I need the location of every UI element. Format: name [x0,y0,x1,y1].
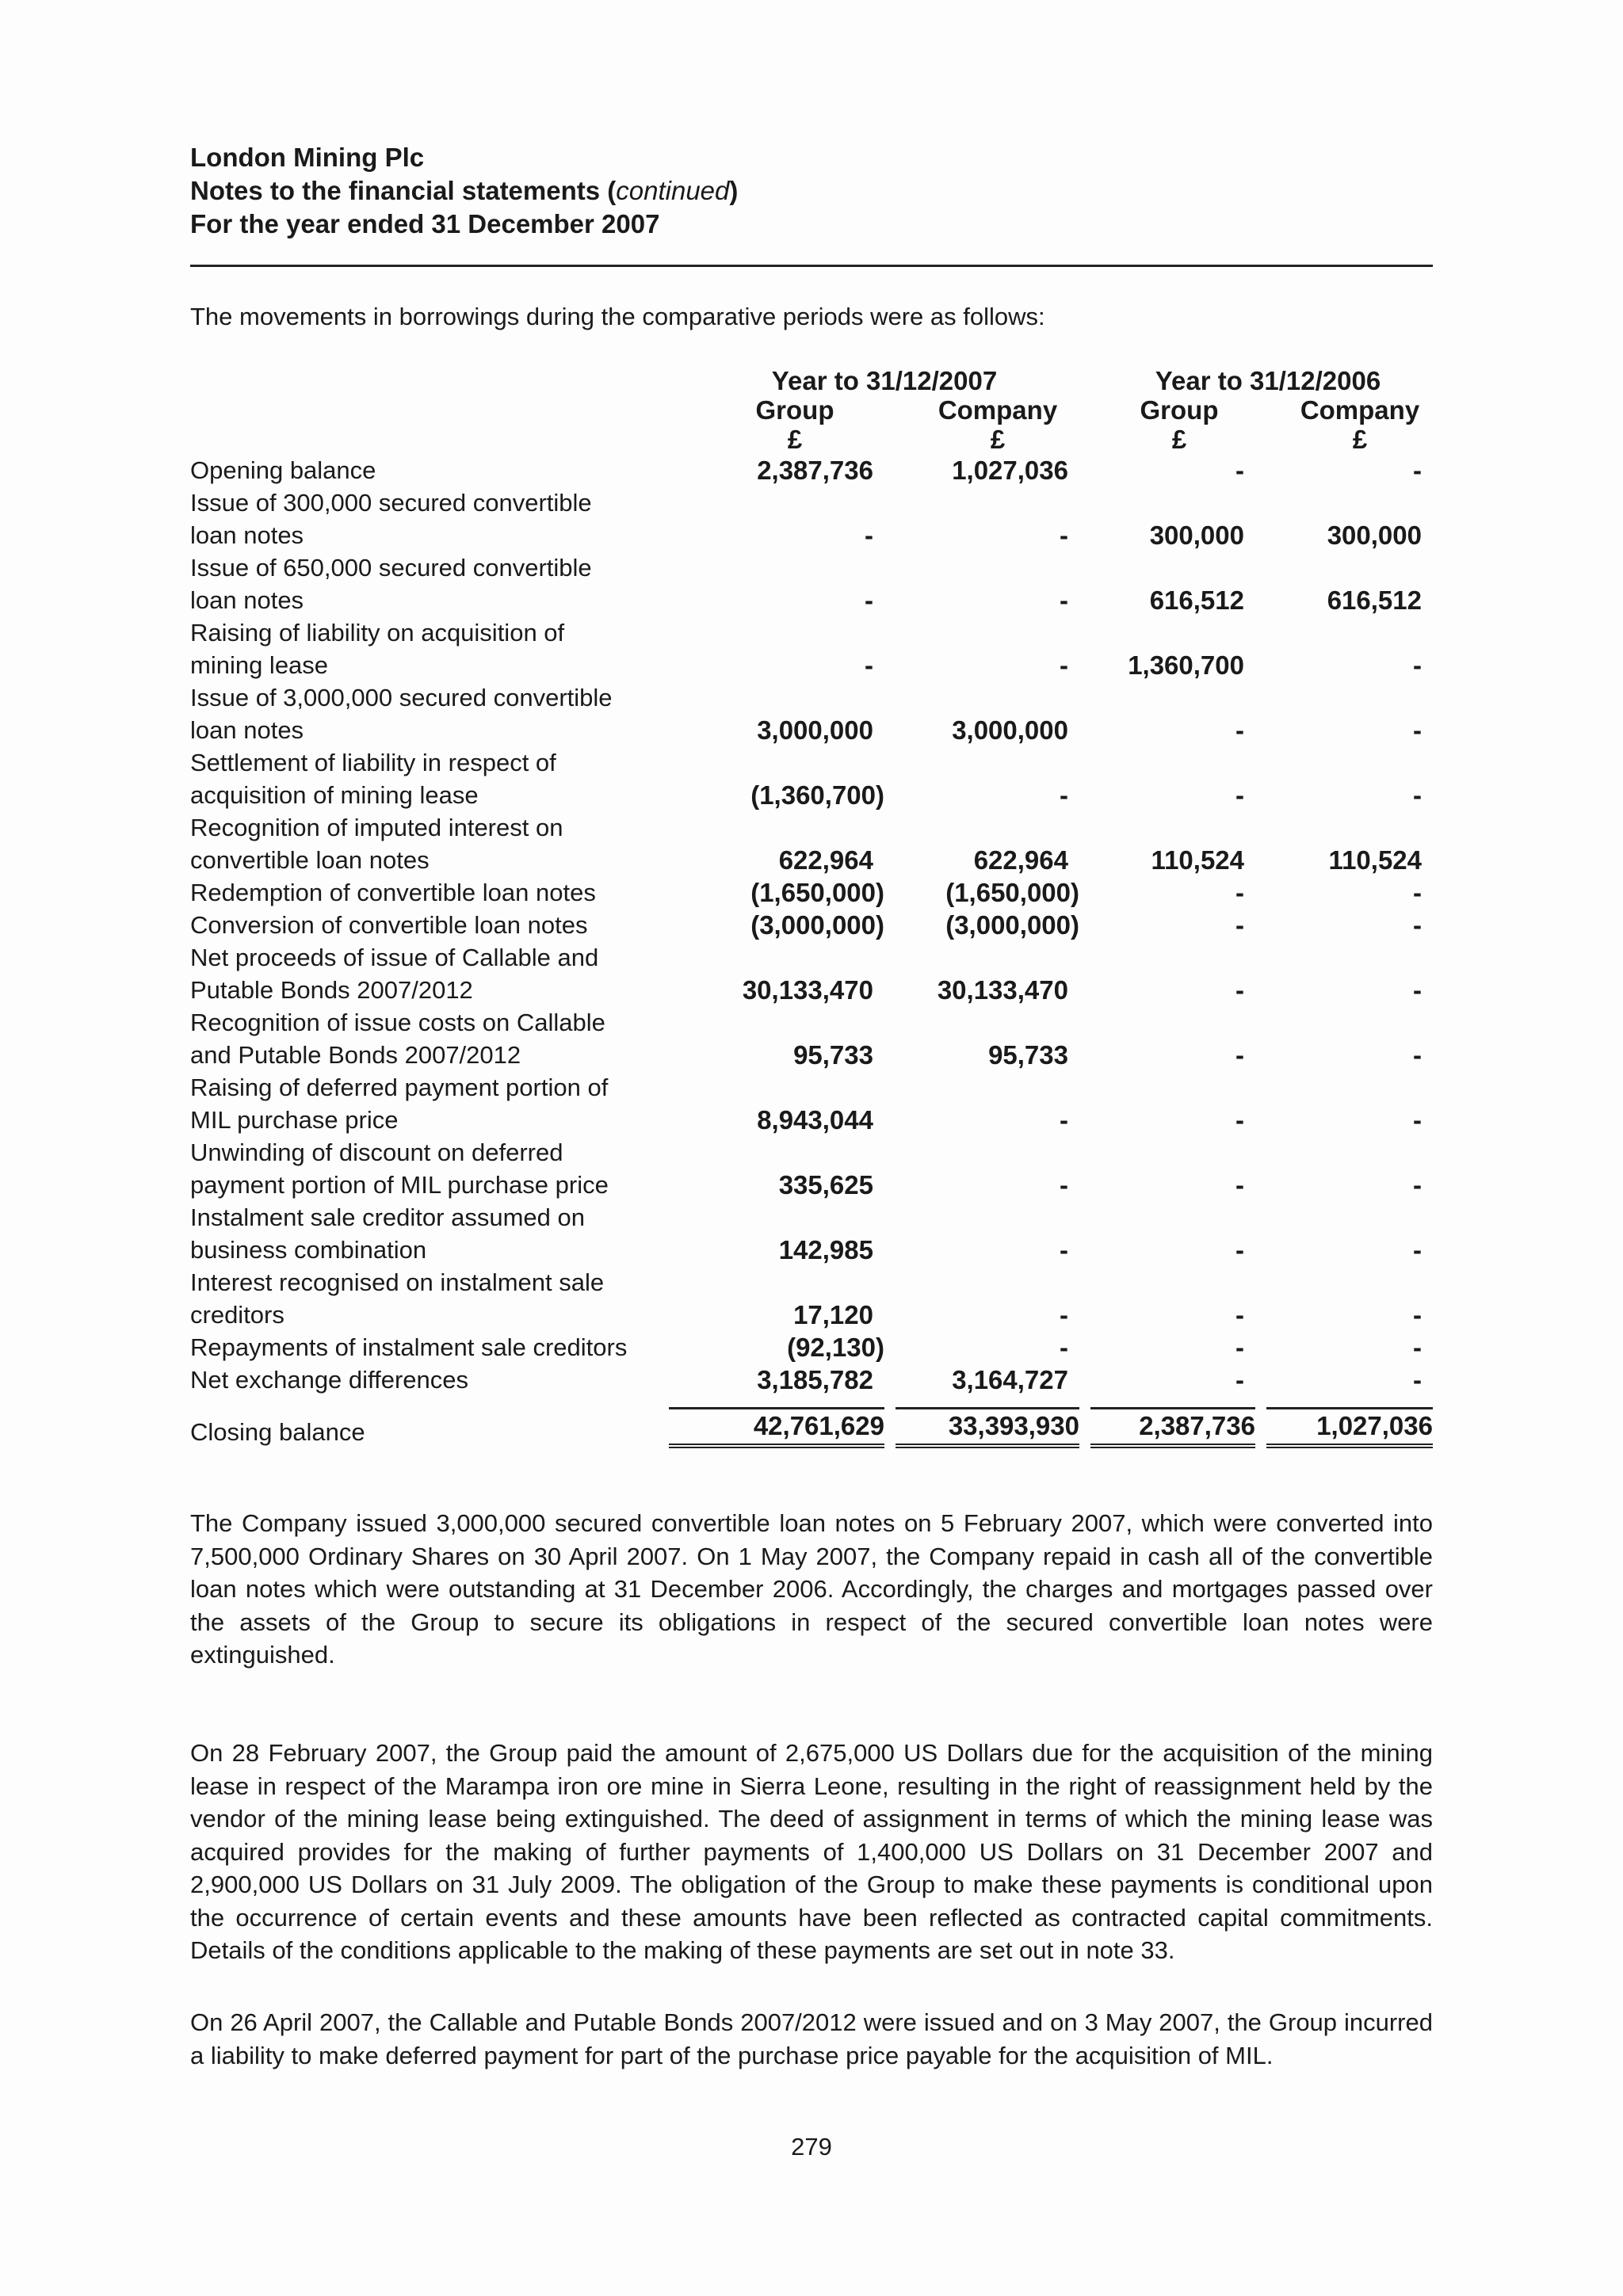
row-value [884,1136,1079,1201]
value-text: - [1060,1105,1068,1135]
row-value [1255,1396,1433,1448]
table-row [190,1071,1433,1136]
row-value [658,454,884,486]
value-text: - [865,585,873,615]
value-text: - [1413,975,1422,1005]
value-text: - [1060,585,1068,615]
value-text: 3,000,000 [952,715,1068,745]
table-row [190,1136,1433,1201]
row-label: Closing balance [190,1418,365,1446]
row-value [884,1331,1079,1363]
row-value [1255,1006,1433,1071]
row-value [1255,681,1433,746]
table-row [190,1266,1433,1331]
row-label: Settlement of liability in respect of acquisition of mining lease [190,749,556,809]
value-text: 622,964 [973,845,1068,875]
row-value [1079,1266,1255,1331]
row-value [1079,486,1255,551]
row-value [884,811,1079,876]
value-text: - [1413,1333,1422,1362]
value-text: 8,943,044 [757,1105,873,1135]
value-text: 1,027,036 [1266,1407,1433,1448]
header-divider [190,265,1433,267]
row-value [658,1136,884,1201]
value-text: (3,000,000) [945,910,1079,940]
value-text: 17,120 [793,1300,873,1329]
row-value [658,746,884,811]
row-value [1079,1136,1255,1201]
row-value [1079,941,1255,1006]
row-value [658,1266,884,1331]
page-header [190,141,738,241]
row-label: Recognition of issue costs on Callable and Putable Bonds 2007/2012 [190,1009,605,1069]
row-value [884,1396,1079,1448]
value-text: - [1060,1235,1068,1264]
row-label: Conversion of convertible loan notes [190,911,588,939]
row-value [658,1363,884,1396]
value-text: 95,733 [793,1040,873,1070]
row-value [1079,909,1255,941]
paragraph-2: On 28 February 2007, the Group paid the amount of 2,675,000 US Dollars due for the acquisition of the mining lease in respect of the Marampa iron ore mine in Sierra Leone, resulting in the right of reassignment held by the vendor of the mining lease being extinguished. The deed of assignment in terms of which the mining lease was acquired provides for the making of further payments of 1,400,000 US Dollars on 31 December 2007 and 2,900,000 US Dollars on 31 July 2009. The obligation of the Group to make these payments is conditional upon the occurrence of certain events and these amounts have been reflected as contracted capital commitments. Details of the conditions applicable to the making of these payments are set out in note 33. [190,1739,1433,1964]
row-value [884,1201,1079,1266]
continued-label: continued [616,176,730,205]
value-text: - [1413,715,1422,745]
table-row [190,681,1433,746]
row-value [658,1331,884,1363]
table-row [190,454,1433,486]
currency-row [190,425,1433,454]
row-value [1079,876,1255,909]
table-row [190,551,1433,616]
value-text: - [1235,1040,1244,1070]
value-text: 30,133,470 [937,975,1068,1005]
row-value [1079,1201,1255,1266]
row-value [1255,1331,1433,1363]
value-text: - [1235,910,1244,940]
row-value [1079,1363,1255,1396]
row-value [1079,746,1255,811]
paragraph-1: The Company issued 3,000,000 secured convertible loan notes on 5 February 2007, which were converted into 7,500,000 Ordinary Shares on 30 April 2007. On 1 May 2007, the Company repaid in cash all of the convertible loan notes which were outstanding at 31 December 2006. Accordingly, the charges and mortgages passed over the assets of the Group to secure its obligations in respect of the secured convertible loan notes were extinguished. [190,1509,1433,1669]
value-text: 300,000 [1327,521,1422,550]
row-value [1255,616,1433,681]
value-text: - [1413,910,1422,940]
row-value [1255,1071,1433,1136]
value-text: - [1060,521,1068,550]
close-paren: ) [729,176,739,205]
row-value [658,909,884,941]
row-label: Recognition of imputed interest on convertible loan notes [190,814,563,874]
row-value [1255,551,1433,616]
row-label: Unwinding of discount on deferred payment portion of MIL purchase price [190,1138,609,1199]
value-text: - [1413,1105,1422,1135]
value-text: - [1235,1170,1244,1199]
row-label: Raising of deferred payment portion of MIL purchase price [190,1074,609,1134]
value-text: - [1413,1365,1422,1394]
value-text: - [1413,456,1422,485]
value-text: 1,027,036 [952,456,1068,485]
row-value [1255,746,1433,811]
row-value [1255,811,1433,876]
value-text: - [1235,715,1244,745]
row-value [658,551,884,616]
value-text: (3,000,000) [750,910,884,940]
table-row [190,941,1433,1006]
column-header-row [190,395,1433,425]
row-label: Net exchange differences [190,1366,468,1394]
row-value [1079,811,1255,876]
row-value [884,1363,1079,1396]
table-body [190,454,1433,1448]
value-text: 110,524 [1328,845,1422,875]
row-label: Interest recognised on instalment sale creditors [190,1268,605,1329]
currency-label: £ [1171,425,1187,454]
value-text: 2,387,736 [757,456,873,485]
row-value [884,941,1079,1006]
notes-title-text: Notes to the financial statements ( [190,176,617,205]
row-value [658,681,884,746]
value-text: 616,512 [1327,585,1422,615]
row-value [658,941,884,1006]
row-value [658,1071,884,1136]
value-text: 3,000,000 [757,715,873,745]
value-text: - [1235,780,1244,810]
row-value [884,1071,1079,1136]
row-label: Redemption of convertible loan notes [190,879,596,906]
table-row [190,616,1433,681]
row-value [1079,1396,1255,1448]
row-value [658,1006,884,1071]
intro-text: The movements in borrowings during the comparative periods were as follows: [190,303,1045,330]
table-row [190,876,1433,909]
table-row [190,1363,1433,1396]
value-text: (1,650,000) [945,878,1079,907]
value-text: - [1413,1300,1422,1329]
table-row [190,1006,1433,1071]
row-label: Issue of 650,000 secured convertible loan notes [190,554,592,614]
row-value [884,1266,1079,1331]
row-value [1255,1363,1433,1396]
row-value [1079,616,1255,681]
col-group-2006: Group [1140,395,1219,425]
value-text: - [1413,1040,1422,1070]
value-text: (92,130) [787,1333,884,1362]
row-value [884,551,1079,616]
paragraph-3: On 26 April 2007, the Callable and Putable Bonds 2007/2012 were issued and on 3 May 2007, the Group incurred a liability to make deferred payment for part of the purchase price payable for the acquisition of MIL. [190,2008,1433,2069]
value-text: - [1060,650,1068,680]
value-text: 42,761,629 [669,1407,884,1448]
value-text: 1,360,700 [1128,650,1244,680]
value-text: 300,000 [1149,521,1244,550]
value-text: 30,133,470 [742,975,873,1005]
row-value [1255,486,1433,551]
value-text: - [1235,1333,1244,1362]
value-text: - [865,521,873,550]
value-text: 3,185,782 [757,1365,873,1394]
row-value [884,876,1079,909]
value-text: 110,524 [1151,845,1244,875]
row-value [1079,454,1255,486]
row-value [1255,909,1433,941]
value-text: - [1235,1300,1244,1329]
table-row [190,811,1433,876]
currency-label: £ [1352,425,1368,454]
value-text: 2,387,736 [1090,1407,1255,1448]
value-text: - [1413,1170,1422,1199]
value-text: - [1060,1300,1068,1329]
row-label: Net proceeds of issue of Callable and Putable Bonds 2007/2012 [190,944,599,1004]
row-label: Issue of 3,000,000 secured convertible loan notes [190,684,613,744]
value-text: 335,625 [778,1170,873,1199]
row-value [1255,1201,1433,1266]
table-row [190,486,1433,551]
value-text: - [1235,878,1244,907]
value-text: - [1235,975,1244,1005]
value-text: - [1413,1235,1422,1264]
row-value [884,1006,1079,1071]
row-value [1255,1266,1433,1331]
row-value [1079,1331,1255,1363]
page-number: 279 [791,2133,832,2161]
col-company-2006: Company [1300,395,1420,425]
row-label: Opening balance [190,456,376,484]
currency-label: £ [990,425,1006,454]
value-text: (1,650,000) [750,878,884,907]
row-value [1255,454,1433,486]
period-header-row [190,366,1433,395]
value-text: - [1235,1235,1244,1264]
value-text: - [1235,1105,1244,1135]
col-group-2007: Group [755,395,834,425]
value-text: - [865,650,873,680]
currency-label: £ [787,425,803,454]
row-value [884,681,1079,746]
value-text: - [1060,1333,1068,1362]
value-text: - [1413,878,1422,907]
row-value [884,746,1079,811]
row-value [884,616,1079,681]
col-company-2007: Company [938,395,1058,425]
value-text: 33,393,930 [896,1407,1079,1448]
value-text: - [1413,650,1422,680]
row-value [1255,1136,1433,1201]
value-text: 142,985 [778,1235,873,1264]
row-value [1079,1071,1255,1136]
row-value [658,616,884,681]
row-value [1255,941,1433,1006]
value-text: (1,360,700) [750,780,884,810]
row-value [658,1201,884,1266]
row-value [1079,1006,1255,1071]
row-value [658,811,884,876]
closing-balance-row [190,1396,1433,1448]
borrowings-table [190,366,1433,1448]
row-value [658,1396,884,1448]
row-value [884,909,1079,941]
row-value [1255,876,1433,909]
table-row [190,1331,1433,1363]
company-name: London Mining Plc [190,143,425,172]
row-value [1079,681,1255,746]
value-text: - [1235,456,1244,485]
row-label: Repayments of instalment sale creditors [190,1333,628,1361]
row-value [884,454,1079,486]
value-text: - [1413,780,1422,810]
row-label: Issue of 300,000 secured convertible loan notes [190,489,592,549]
period-title: For the year ended 31 December 2007 [190,209,660,238]
row-value [658,486,884,551]
value-text: 3,164,727 [952,1365,1068,1394]
value-text: 616,512 [1149,585,1244,615]
value-text: - [1060,1170,1068,1199]
value-text: - [1060,780,1068,810]
notes-title [190,174,738,208]
value-text: 95,733 [988,1040,1068,1070]
value-text: 622,964 [778,845,873,875]
row-label: Instalment sale creditor assumed on business combination [190,1203,585,1264]
table-row [190,1201,1433,1266]
period-2006: Year to 31/12/2006 [1155,366,1381,395]
table-row [190,909,1433,941]
row-value [658,876,884,909]
table-row [190,746,1433,811]
row-label: Raising of liability on acquisition of mining lease [190,619,565,679]
period-2007: Year to 31/12/2007 [771,366,998,395]
value-text: - [1235,1365,1244,1394]
row-value [1079,551,1255,616]
row-value [884,486,1079,551]
